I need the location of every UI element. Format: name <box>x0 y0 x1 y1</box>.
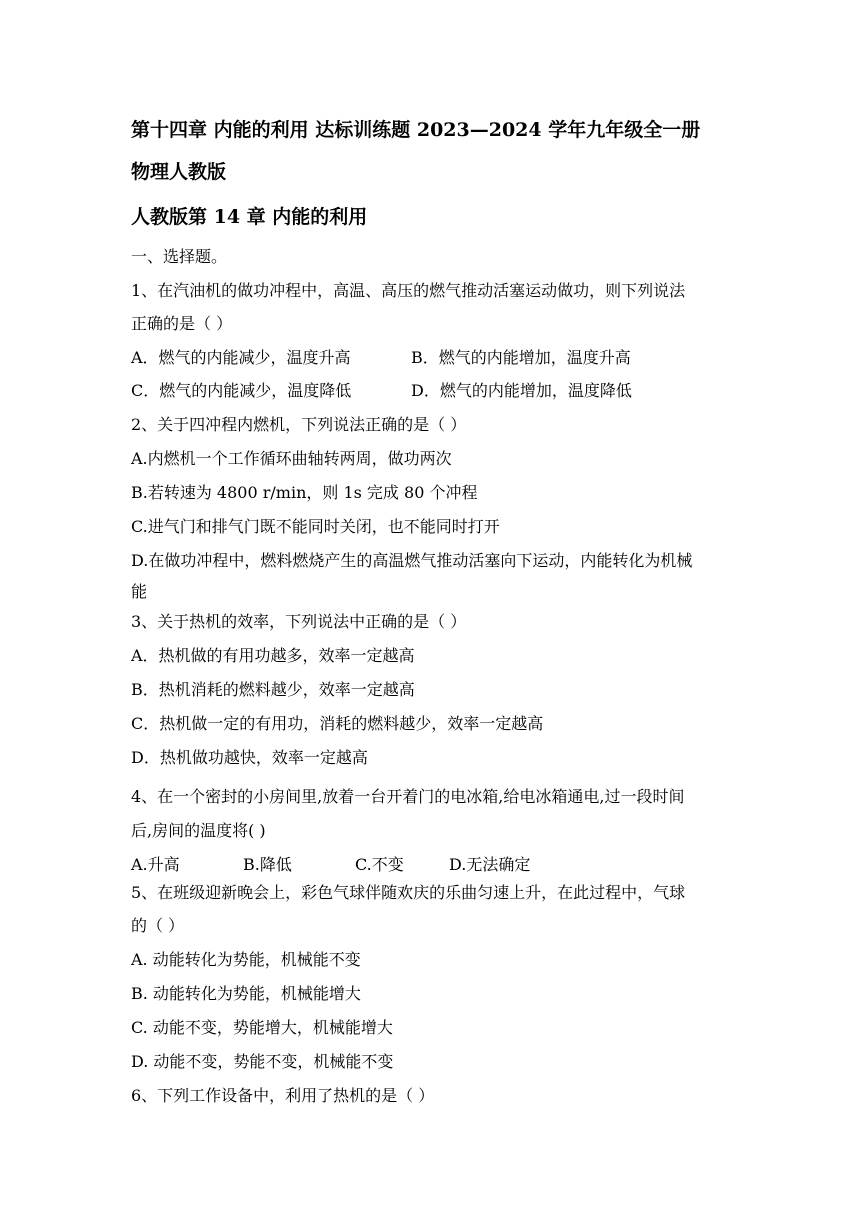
question-5-stem-line-2: 的（ ） <box>131 916 185 935</box>
question-3-option-d: D．热机做功越快，效率一定越高 <box>131 748 368 767</box>
question-1-options-row-2 <box>131 381 741 401</box>
question-4-option-b: B.降低 <box>243 855 292 874</box>
question-5-stem-line-1: 5、在班级迎新晚会上，彩色气球伴随欢庆的乐曲匀速上升，在此过程中，气球 <box>131 883 686 902</box>
document-title-line-2: 物理人教版 <box>131 161 227 183</box>
question-2-option-d-line-1: D.在做功冲程中，燃料燃烧产生的高温燃气推动活塞向下运动，内能转化为机械 <box>131 551 693 570</box>
question-2-option-b: B.若转速为 4800 r/min，则 1s 完成 80 个冲程 <box>131 483 478 502</box>
question-3-option-a: A．热机做的有用功越多，效率一定越高 <box>131 646 415 665</box>
document-subtitle: 人教版第 14 章 内能的利用 <box>131 206 368 228</box>
question-1-option-d: D．燃气的内能增加，温度降低 <box>411 381 632 400</box>
question-1-option-b: B．燃气的内能增加，温度升高 <box>411 348 631 367</box>
question-1-stem-line-2: 正确的是（ ） <box>131 314 233 333</box>
document-title-line-1: 第十四章 内能的利用 达标训练题 2023—2024 学年九年级全一册 <box>131 119 701 141</box>
question-1-stem-line-1: 1、在汽油机的做功冲程中，高温、高压的燃气推动活塞运动做功，则下列说法 <box>131 281 686 300</box>
question-2-stem: 2、关于四冲程内燃机，下列说法正确的是（ ） <box>131 415 467 434</box>
question-2-option-a: A.内燃机一个工作循环曲轴转两周，做功两次 <box>131 449 452 468</box>
question-5-option-b: B. 动能转化为势能，机械能增大 <box>131 984 361 1003</box>
question-5-option-d: D. 动能不变，势能不变，机械能不变 <box>131 1052 394 1071</box>
question-2-option-c: C.进气门和排气门既不能同时关闭，也不能同时打开 <box>131 517 500 536</box>
question-3-stem: 3、关于热机的效率，下列说法中正确的是（ ） <box>131 612 467 631</box>
question-4-option-d: D.无法确定 <box>449 855 531 874</box>
section-heading: 一、选择题。 <box>131 247 228 266</box>
question-6-stem: 6、下列工作设备中，利用了热机的是（ ） <box>131 1086 435 1105</box>
question-4-stem-line-2: 后,房间的温度将( ) <box>131 821 266 840</box>
question-5-option-a: A. 动能转化为势能，机械能不变 <box>131 950 361 969</box>
question-1-option-a: A．燃气的内能减少，温度升高 <box>131 348 351 367</box>
question-3-option-c: C．热机做一定的有用功，消耗的燃料越少，效率一定越高 <box>131 714 544 733</box>
question-4-stem-line-1: 4、在一个密封的小房间里,放着一台开着门的电冰箱,给电冰箱通电,过一段时间 <box>131 787 685 806</box>
question-4-options-row <box>131 855 741 875</box>
question-2-option-d-line-2: 能 <box>131 582 148 601</box>
question-3-option-b: B．热机消耗的燃料越少，效率一定越高 <box>131 680 415 699</box>
question-4-option-c: C.不变 <box>355 855 404 874</box>
question-1-options-row-1 <box>131 348 741 368</box>
question-5-option-c: C. 动能不变，势能增大，机械能增大 <box>131 1018 393 1037</box>
question-1-option-c: C．燃气的内能减少，温度降低 <box>131 381 352 400</box>
question-4-option-a: A.升高 <box>131 855 180 874</box>
